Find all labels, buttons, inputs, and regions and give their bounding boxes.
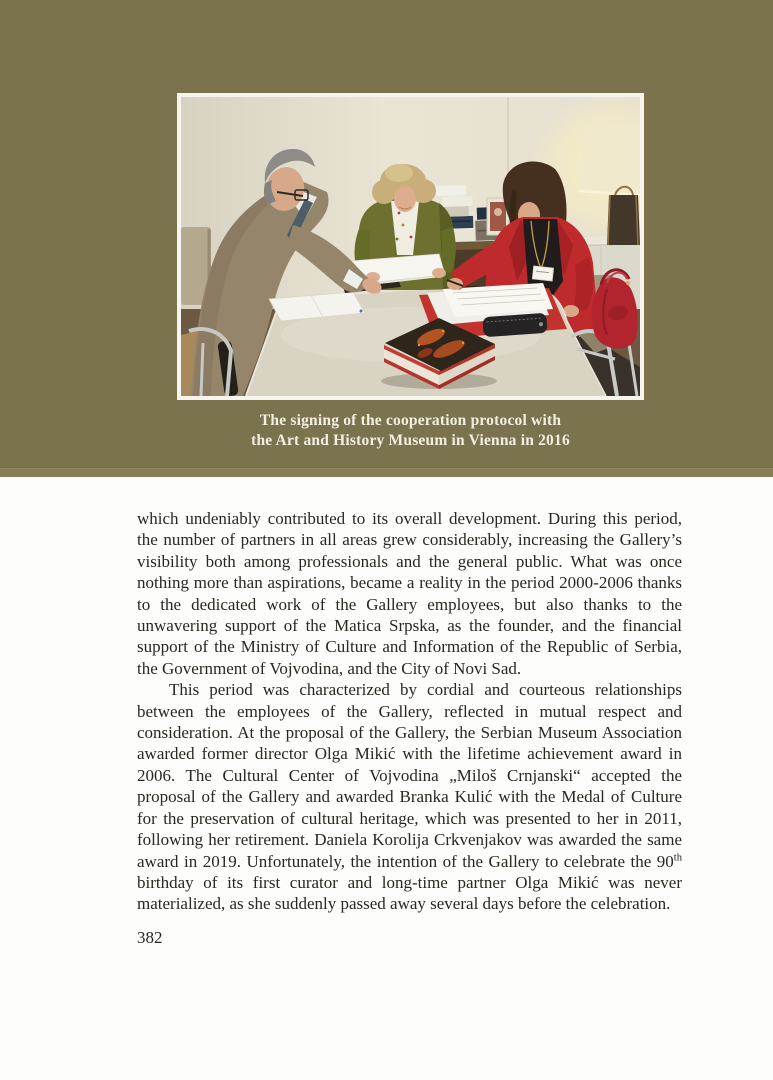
lamp-base-bag (607, 187, 640, 245)
lamp (579, 123, 640, 195)
figure-caption-line2: the Art and History Museum in Vienna in 2016 (251, 431, 570, 449)
ordinal-superscript: th (673, 851, 682, 863)
name-badge (532, 266, 553, 281)
paragraph-2-text-end: birthday of its first curator and long-time partner Olga Mikić was never materialized, as she suddenly passed away several days before the celebration. (137, 872, 682, 914)
figure-caption (177, 411, 644, 450)
photo-signing-meeting (181, 97, 640, 396)
figure-section-background (0, 0, 773, 477)
page-number: 382 (137, 928, 163, 947)
paragraph-1: which undeniably contributed to its overall development. During this period, the number of partners in all areas grew considerably, increasing the Gallery’s visibility both among professionals and the general public. What was once nothing more than aspirations, became a reality in the period 2000-2006 thanks to the dedicated work of the Gallery employees, but also thanks to the unwavering support of the Matica Srpska, as the founder, and the financial support of the Ministry of Culture and Information of the Republic of Serbia, the Government of Vojvodina, and the City of Novi Sad. (137, 509, 682, 678)
paragraph-2 (137, 679, 682, 914)
paragraph-2-text-start: This period was characterized by cordial and courteous relationships between the employees of the Gallery, reflected in mutual respect and consideration. At the proposal of the Gallery, the Serbian Museum Association awarded former director Olga Mikić with the lifetime achievement award in 2006. The Cultural Center of Vojvodina „Miloš Crnjanski“ accepted the proposal of the Gallery and awarded Branka Kulić with the Medal of Culture for the preservation of cultural heritage, which was presented to her in 2011, following her retirement. Daniela Korolija Crkvenjakov was awarded the same award in 2019. Unfortunately, the intention of the Gallery to celebrate the 90 (137, 680, 682, 871)
photo-frame (177, 93, 644, 400)
figure-caption-line1: The signing of the cooperation protocol with (259, 412, 562, 429)
body-text (137, 508, 682, 915)
section-divider (0, 468, 773, 477)
